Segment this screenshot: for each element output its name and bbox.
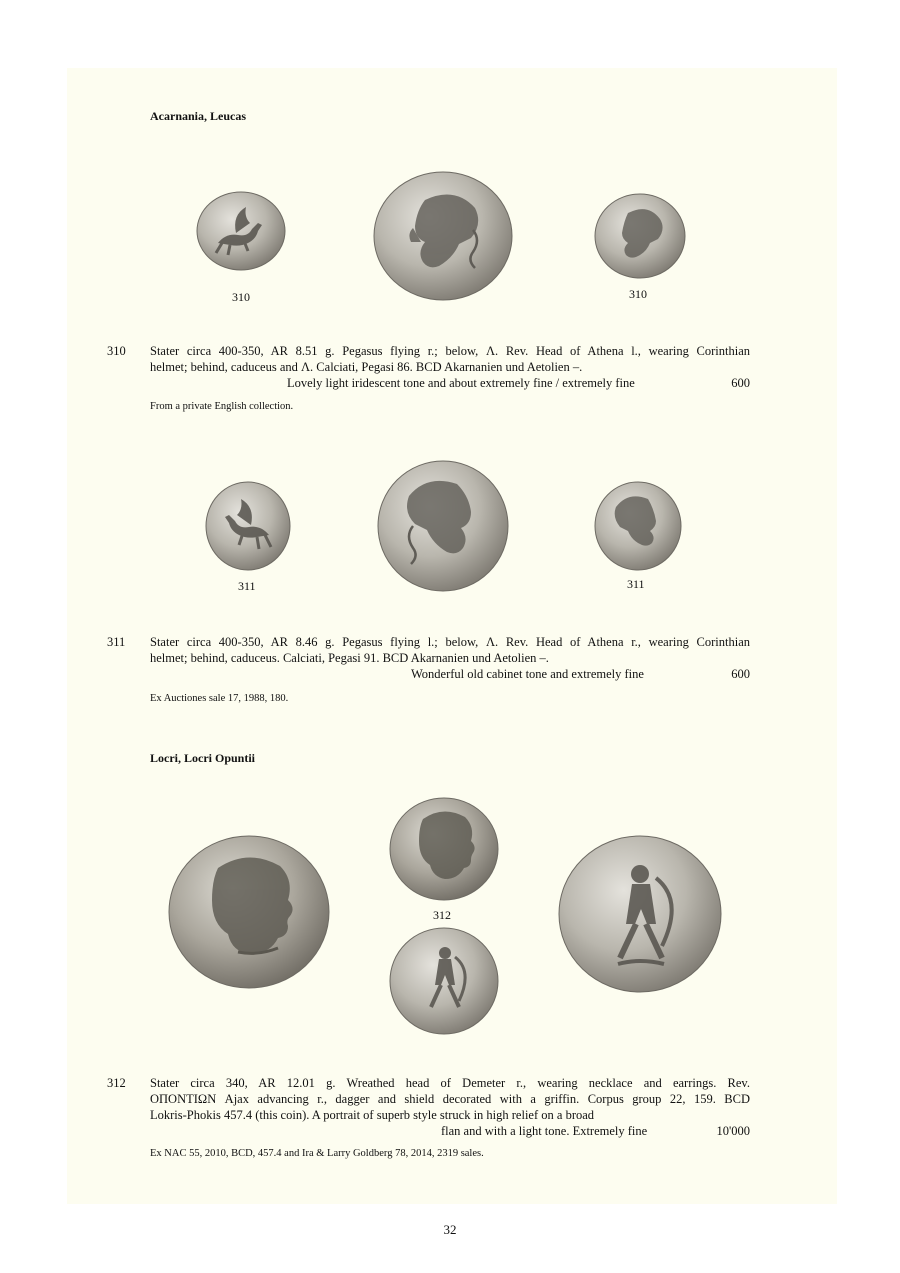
coin-310-reverse-athena-large <box>373 170 514 302</box>
lot-310-provenance: From a private English collection. <box>150 401 294 412</box>
lot-312-description-line-2: ΟΠΟΝΤΙΩΝ Ajax advancing r., dagger and shield decorated with a griffin. Corpus group 22, 159. BCD <box>150 1092 750 1106</box>
coin-caption-311-left: 311 <box>238 579 256 593</box>
page-number: 32 <box>443 1222 457 1237</box>
lot-310-description-line-2: helmet; behind, caduceus and Λ. Calciati, Pegasi 86. BCD Akarnanien und Aetolien –. <box>150 360 583 374</box>
lot-312-price: 10'000 <box>716 1124 750 1138</box>
lot-311-description-line-2: helmet; behind, caduceus. Calciati, Pegasi 91. BCD Akarnanien und Aetolien –. <box>150 651 549 665</box>
coin-310-obverse-pegasus <box>196 191 286 271</box>
lot-311-provenance: Ex Auctiones sale 17, 1988, 180. <box>150 693 289 704</box>
coin-312-reverse-ajax-small <box>389 927 499 1035</box>
lot-number-310: 310 <box>107 344 126 358</box>
lot-number-311: 311 <box>107 635 126 649</box>
lot-312-grade: flan and with a light tone. Extremely fine <box>441 1124 648 1138</box>
lot-number-312: 312 <box>107 1076 126 1090</box>
lot-310-description-line-1: Stater circa 400-350, AR 8.51 g. Pegasus flying r.; below, Λ. Rev. Head of Athena l., wearing Corinthian <box>150 344 750 358</box>
coin-caption-312: 312 <box>433 908 451 922</box>
coin-312-obverse-demeter-small <box>389 797 499 901</box>
coin-caption-310-left: 310 <box>232 290 250 304</box>
coin-311-obverse-pegasus <box>205 481 291 571</box>
lot-311-description-line-1: Stater circa 400-350, AR 8.46 g. Pegasus flying l.; below, Λ. Rev. Head of Athena r., wearing Corinthian <box>150 635 750 649</box>
coin-caption-311-right: 311 <box>627 577 645 591</box>
lot-312-provenance: Ex NAC 55, 2010, BCD, 457.4 and Ira & Larry Goldberg 78, 2014, 2319 sales. <box>150 1148 484 1159</box>
lot-310-grade: Lovely light iridescent tone and about extremely fine / extremely fine <box>287 376 635 390</box>
coin-312-obverse-demeter-large <box>168 834 331 990</box>
lot-311-grade: Wonderful old cabinet tone and extremely fine <box>411 667 644 681</box>
lot-312-description-line-1: Stater circa 340, AR 12.01 g. Wreathed head of Demeter r., wearing necklace and earrings. Rev. <box>150 1076 750 1090</box>
section-title-locri: Locri, Locri Opuntii <box>150 751 255 765</box>
lot-312-description-line-3: Lokris-Phokis 457.4 (this coin). A portrait of superb style struck in high relief on a broad <box>150 1108 595 1122</box>
coin-312-reverse-ajax-large <box>558 834 723 994</box>
coin-caption-310-right: 310 <box>629 287 647 301</box>
coin-311-reverse-athena-small <box>594 481 683 572</box>
lot-310-price: 600 <box>731 376 750 390</box>
coin-311-reverse-athena-large <box>377 460 509 593</box>
section-title-acarnania: Acarnania, Leucas <box>150 109 246 123</box>
coin-310-reverse-athena-small <box>594 193 687 279</box>
lot-311-price: 600 <box>731 667 750 681</box>
